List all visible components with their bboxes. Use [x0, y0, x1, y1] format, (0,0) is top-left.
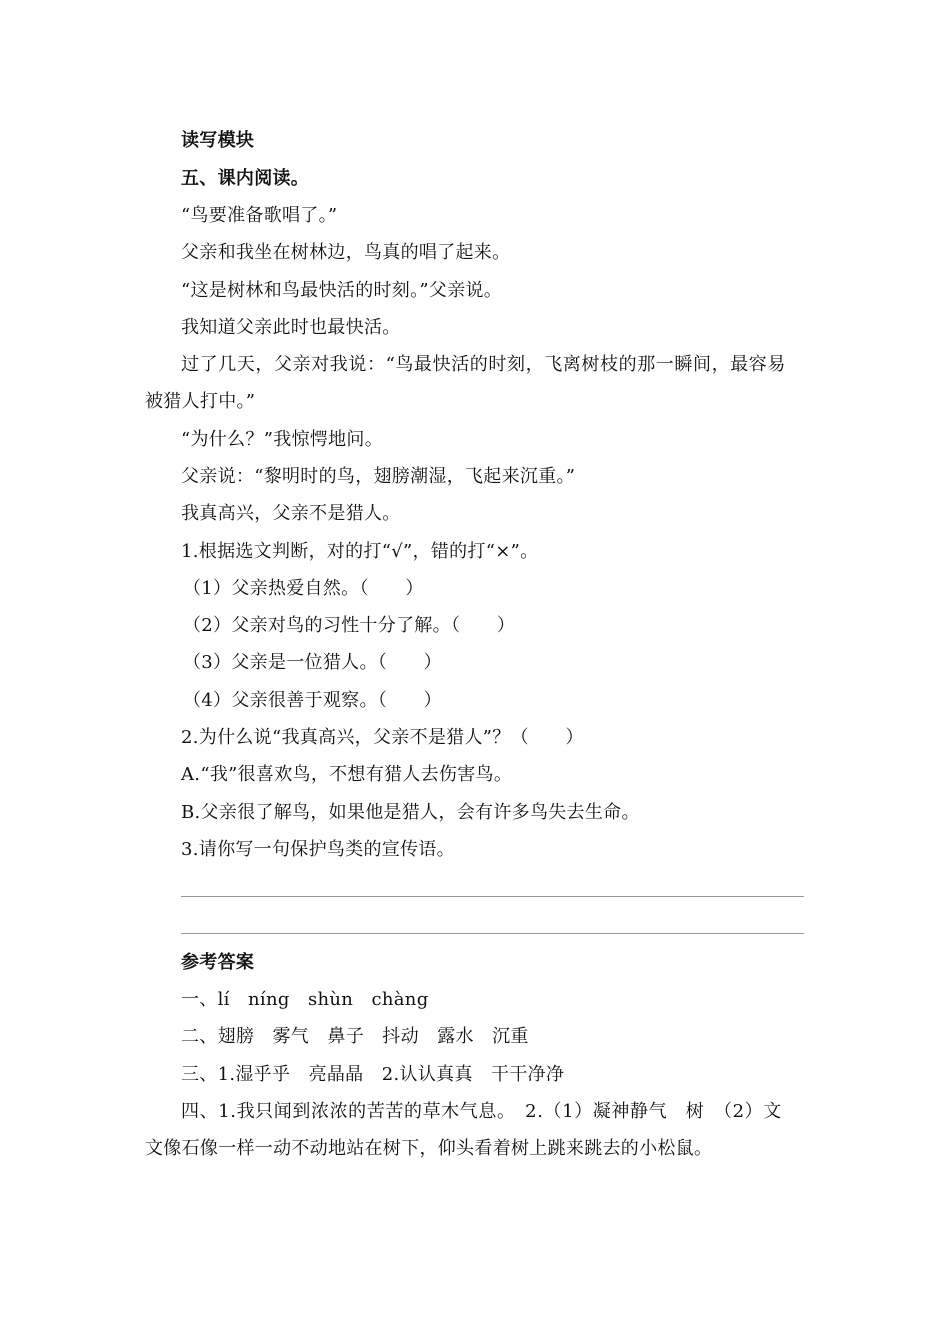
answer-line-text: 一、lí níng shùn chàng: [181, 989, 429, 1010]
answer-line-text: 二、翅膀 雾气 鼻子 抖动 露水 沉重: [181, 1026, 529, 1047]
question-1-item: （2）父亲对鸟的习性十分了解。（ ）: [183, 615, 516, 636]
answer-line: [181, 933, 804, 934]
answer-line-text: 三、1.湿乎乎 亮晶晶 2.认认真真 干干净净: [181, 1064, 565, 1085]
section-title: 读写模块: [181, 130, 255, 151]
passage-line: 父亲和我坐在树林边，鸟真的唱了起来。: [181, 242, 511, 263]
answer-line: [181, 896, 804, 897]
question-2-stem: 2.为什么说“我真高兴，父亲不是猎人”？（ ）: [181, 727, 584, 748]
passage-line: “鸟要准备歌唱了。”: [181, 205, 338, 226]
question-3-stem: 3.请你写一句保护鸟类的宣传语。: [181, 839, 455, 860]
question-1-item: （1）父亲热爱自然。（ ）: [183, 578, 424, 599]
question-2-option-a: A.“我”很喜欢鸟，不想有猎人去伤害鸟。: [181, 764, 513, 785]
answer-line-text: 四、1.我只闻到浓浓的苦苦的草木气息。 2.（1）凝神静气 树 （2）文: [181, 1101, 782, 1122]
question-5-title: 五、课内阅读。: [181, 168, 310, 189]
answers-title: 参考答案: [181, 952, 255, 973]
passage-line: 我真高兴，父亲不是猎人。: [181, 503, 401, 524]
passage-line: “这是树林和鸟最快活的时刻。”父亲说。: [181, 280, 503, 301]
question-1-stem: 1.根据选文判断，对的打“√”，错的打“×”。: [181, 541, 539, 562]
passage-line: 我知道父亲此时也最快活。: [181, 317, 401, 338]
passage-line: “为什么？”我惊愕地问。: [181, 429, 384, 450]
passage-line: 过了几天，父亲对我说：“鸟最快活的时刻，飞离树枝的那一瞬间，最容易: [181, 354, 786, 375]
passage-line: 父亲说：“黎明时的鸟，翅膀潮湿，飞起来沉重。”: [181, 466, 576, 487]
passage-line: 被猎人打中。”: [145, 391, 256, 412]
question-1-item: （3）父亲是一位猎人。（ ）: [183, 652, 442, 673]
answer-line-text: 文像石像一样一动不动地站在树下，仰头看着树上跳来跳去的小松鼠。: [145, 1138, 713, 1159]
question-1-item: （4）父亲很善于观察。（ ）: [183, 690, 442, 711]
question-2-option-b: B.父亲很了解鸟，如果他是猎人，会有许多鸟失去生命。: [181, 802, 640, 823]
